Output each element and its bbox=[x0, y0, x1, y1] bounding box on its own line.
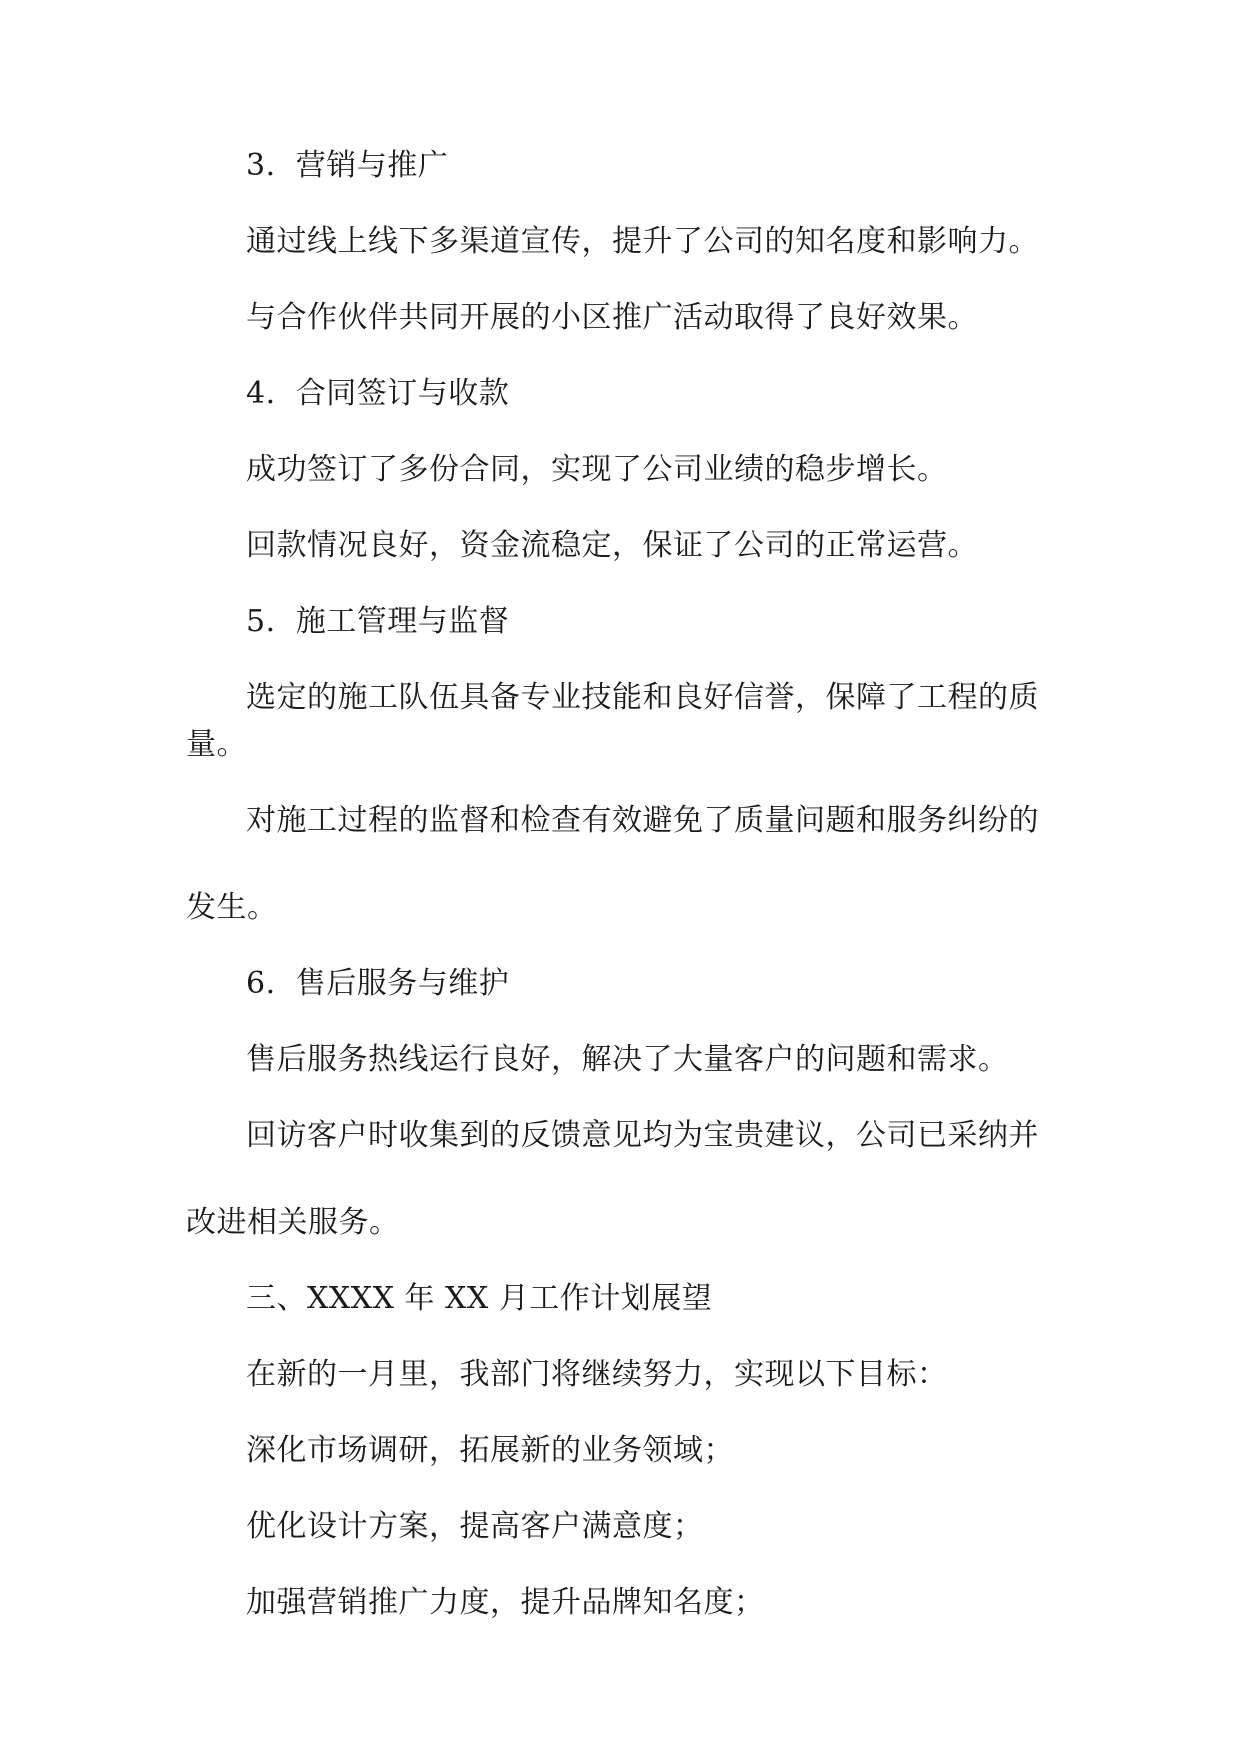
paragraph: 回访客户时收集到的反馈意见均为宝贵建议，公司已采纳并改进相关服务。 bbox=[186, 1118, 1039, 1240]
paragraph: 售后服务热线运行良好，解决了大量客户的问题和需求。 bbox=[246, 1042, 1009, 1077]
list-item: 加强营销推广力度，提升品牌知名度； bbox=[246, 1585, 765, 1620]
section-heading-after-sales: 6. 售后服务与维护 bbox=[246, 966, 510, 1001]
paragraph: 对施工过程的监督和检查有效避免了质量问题和服务纠纷的发生。 bbox=[186, 803, 1039, 925]
list-item: 深化市场调研，拓展新的业务领域； bbox=[246, 1433, 734, 1468]
paragraph: 与合作伙伴共同开展的小区推广活动取得了良好效果。 bbox=[246, 300, 978, 335]
section-heading-contracts: 4. 合同签订与收款 bbox=[246, 376, 510, 411]
paragraph: 回款情况良好，资金流稳定，保证了公司的正常运营。 bbox=[246, 528, 978, 563]
paragraph: 成功签订了多份合同，实现了公司业绩的稳步增长。 bbox=[246, 452, 948, 487]
paragraph: 在新的一月里，我部门将继续努力，实现以下目标： bbox=[246, 1357, 948, 1392]
document-body bbox=[186, 142, 1056, 1655]
paragraph: 选定的施工队伍具备专业技能和良好信誉，保障了工程的质量。 bbox=[186, 680, 1039, 762]
list-item: 优化设计方案，提高客户满意度； bbox=[246, 1509, 704, 1544]
paragraph: 通过线上线下多渠道宣传，提升了公司的知名度和影响力。 bbox=[246, 224, 1039, 259]
section-heading-plan: 三、XXXX 年 XX 月工作计划展望 bbox=[246, 1281, 713, 1316]
section-heading-construction: 5. 施工管理与监督 bbox=[246, 604, 510, 639]
section-heading-marketing: 3. 营销与推广 bbox=[246, 148, 449, 183]
